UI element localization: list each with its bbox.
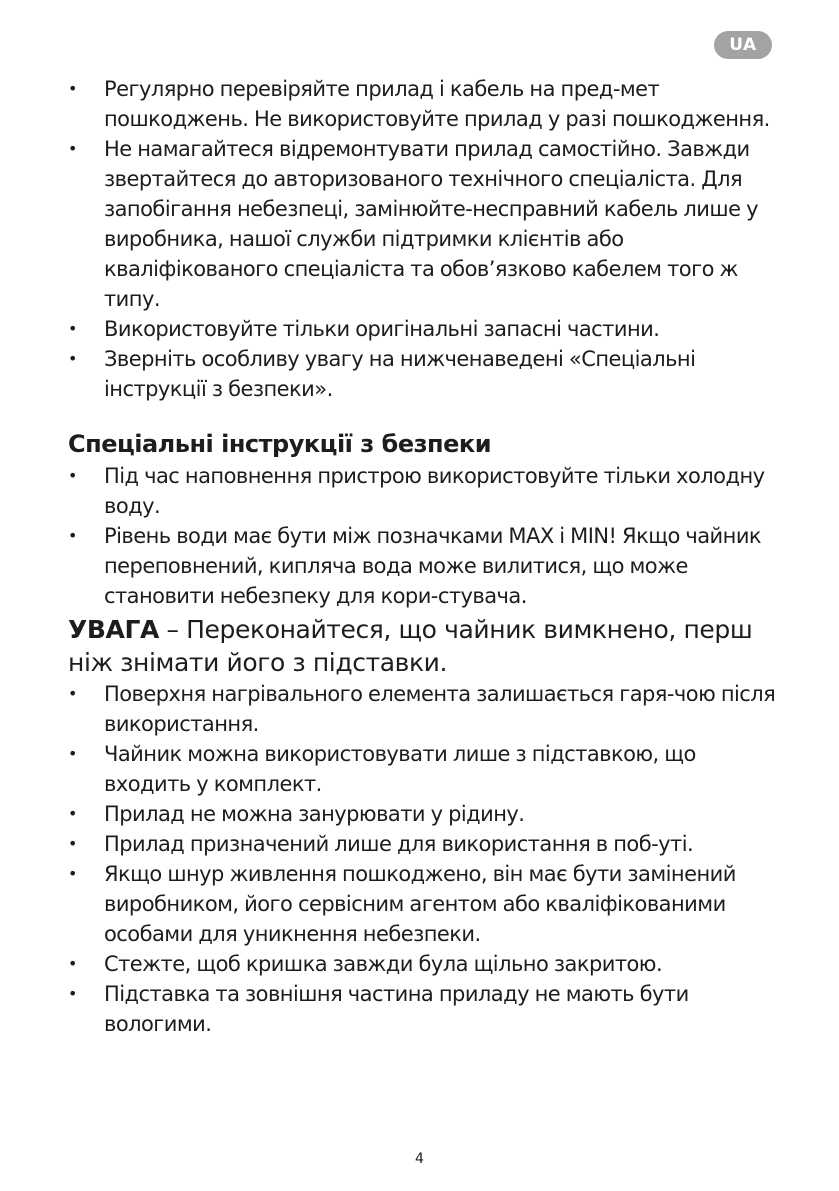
list-item-text: Стежте, щоб кришка завжди була щільно закритою. (104, 952, 663, 976)
bullet-icon: • (68, 349, 77, 368)
list-item (68, 949, 778, 979)
warning-text: – Переконайтеся, що чайник вимкнено, перш ніж знімати його з підставки. (68, 615, 753, 677)
warning-label: УВАГА (68, 615, 159, 644)
section-heading: Спеціальні інструкції з безпеки (68, 430, 492, 458)
bullet-icon: • (68, 139, 77, 158)
list-item-text: Прилад призначений лише для використання в поб-уті. (104, 832, 694, 856)
list-item (68, 829, 778, 859)
bullet-icon: • (68, 319, 77, 338)
list-item-text: Прилад не можна занурювати у рідину. (104, 802, 525, 826)
list-item-text: Зверніть особливу увагу на нижченаведені «Спеціальні інструкції з безпеки». (104, 347, 696, 401)
list-item-text: Чайник можна використовувати лише з підставкою, що входить у комплект. (104, 742, 696, 796)
bullet-icon: • (68, 864, 77, 883)
list-item (68, 134, 778, 314)
list-item (68, 74, 778, 134)
page-number: 4 (415, 1151, 424, 1167)
list-item (68, 679, 778, 739)
list-item (68, 979, 778, 1039)
list-item-text: Підставка та зовнішня частина приладу не мають бути вологими. (104, 982, 689, 1036)
warning-list (68, 679, 778, 1039)
bullet-icon: • (68, 526, 77, 545)
list-item (68, 521, 778, 611)
language-badge: UA (714, 31, 772, 59)
bullet-icon: • (68, 466, 77, 485)
list-item-text: Поверхня нагрівального елемента залишається гаря-чою після використання. (104, 682, 776, 736)
general-safety-list (68, 74, 778, 404)
warning-notice (68, 613, 778, 679)
list-item (68, 461, 778, 521)
list-item-text: Використовуйте тільки оригінальні запасні частини. (104, 317, 660, 341)
bullet-icon: • (68, 834, 77, 853)
list-item (68, 799, 778, 829)
list-item-text: Регулярно перевіряйте прилад і кабель на пред-мет пошкоджень. Не використовуйте прилад у разі пошкодження. (104, 77, 770, 131)
list-item (68, 344, 778, 404)
bullet-icon: • (68, 984, 77, 1003)
bullet-icon: • (68, 79, 77, 98)
list-item-text: Рівень води має бути між позначками MAX і MIN! Якщо чайник переповнений, кипляча вода може вилитися, що може становити небезпеку для кори-стувача. (104, 524, 762, 608)
document-body (68, 74, 778, 1039)
special-safety-list (68, 461, 778, 611)
list-item (68, 314, 778, 344)
bullet-icon: • (68, 744, 77, 763)
list-item (68, 859, 778, 949)
bullet-icon: • (68, 804, 77, 823)
bullet-icon: • (68, 954, 77, 973)
list-item-text: Під час наповнення пристрою використовуйте тільки холодну воду. (104, 464, 765, 518)
bullet-icon: • (68, 684, 77, 703)
list-item-text: Якщо шнур живлення пошкоджено, він має бути замінений виробником, його сервісним агентом або кваліфікованими особами для уникнення небезпеки. (104, 862, 736, 946)
list-item (68, 739, 778, 799)
list-item-text: Не намагайтеся відремонтувати прилад самостійно. Завжди звертайтеся до авторизованого технічного спеціаліста. Для запобігання небезпеці, замінюйте-несправний кабель лише у виробника, нашої служби підтримки клієнтів або кваліфікованого спеціаліста та обов’язково кабелем того ж типу. (104, 137, 758, 311)
